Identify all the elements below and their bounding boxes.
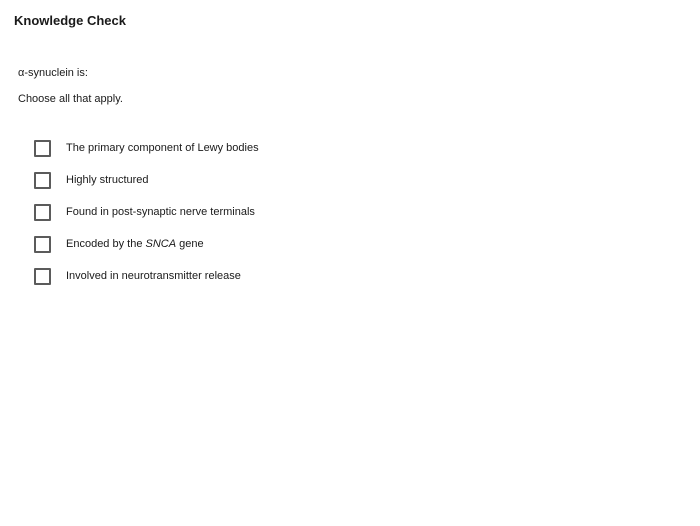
checkbox[interactable] (34, 172, 51, 189)
page-title: Knowledge Check (14, 13, 126, 28)
gene-name-italic: SNCA (145, 238, 177, 250)
answer-options-list (34, 137, 259, 297)
checkbox[interactable] (34, 204, 51, 221)
answer-option-post-synaptic[interactable] (34, 201, 259, 223)
answer-option-label-prefix: Encoded by the (66, 238, 146, 250)
checkbox[interactable] (34, 268, 51, 285)
checkbox[interactable] (34, 140, 51, 157)
question-instruction: Choose all that apply. (18, 93, 123, 105)
checkbox[interactable] (34, 236, 51, 253)
answer-option-lewy-bodies[interactable] (34, 137, 259, 159)
answer-option-highly-structured[interactable] (34, 169, 259, 191)
answer-option-label: Highly structured (66, 174, 149, 186)
answer-option-label-suffix: gene (176, 238, 204, 250)
answer-option-label: Found in post-synaptic nerve terminals (66, 206, 255, 218)
answer-option-neurotransmitter-release[interactable] (34, 265, 259, 287)
answer-option-label (66, 238, 204, 250)
question-prompt: α-synuclein is: (18, 67, 88, 79)
answer-option-label: Involved in neurotransmitter release (66, 270, 241, 282)
answer-option-label: The primary component of Lewy bodies (66, 142, 259, 154)
answer-option-snca-gene[interactable] (34, 233, 259, 255)
